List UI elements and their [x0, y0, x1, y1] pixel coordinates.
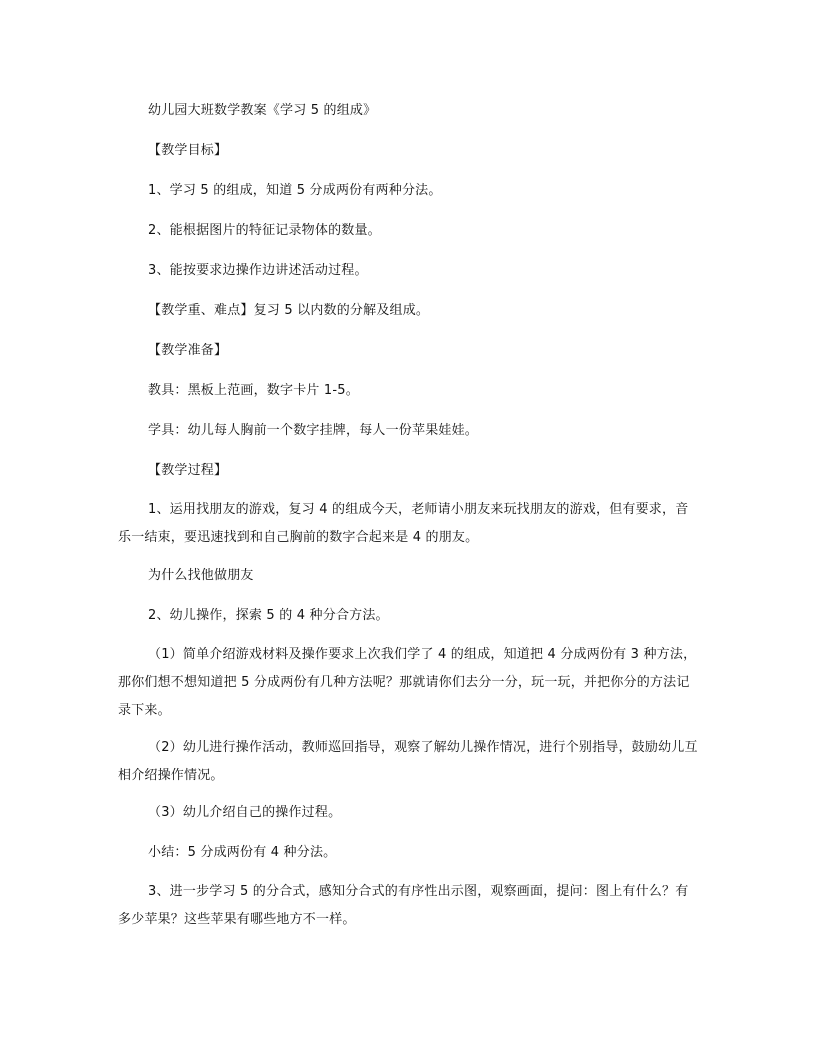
paragraph-process-3: 3、进一步学习 5 的分合式，感知分合式的有序性出示图，观察画面，提问：图上有什么？有多少苹果？这些苹果有哪些地方不一样。: [118, 884, 689, 927]
paragraph-teaching-aids: 教具：黑板上范画，数字卡片 1-5。: [148, 383, 359, 398]
paragraph-summary: 小结：5 分成两份有 4 种分法。: [148, 845, 337, 860]
paragraph-step-3: （3）幼儿介绍自己的操作过程。: [148, 805, 342, 820]
section-heading-preparation: 【教学准备】: [148, 343, 228, 358]
paragraph-process-2: 2、幼儿操作，探索 5 的 4 种分合方法。: [148, 608, 389, 623]
section-heading-process: 【教学过程】: [148, 463, 228, 478]
paragraph-learning-aids: 学具：幼儿每人胸前一个数字挂牌，每人一份苹果娃娃。: [148, 423, 479, 438]
section-key-points: 【教学重、难点】复习 5 以内数的分解及组成。: [148, 303, 430, 318]
paragraph-step-2: （2）幼儿进行操作活动，教师巡回指导，观察了解幼儿操作情况，进行个别指导，鼓励幼儿互相介绍操作情况。: [118, 740, 698, 783]
paragraph-objective-3: 3、能按要求边操作边讲述活动过程。: [148, 263, 368, 278]
paragraph-objective-1: 1、学习 5 的组成，知道 5 分成两份有两种分法。: [148, 183, 442, 198]
paragraph-objective-2: 2、能根据图片的特征记录物体的数量。: [148, 223, 381, 238]
document-title: 幼儿园大班数学教案《学习 5 的组成》: [148, 103, 377, 118]
paragraph-process-1: 1、运用找朋友的游戏，复习 4 的组成今天，老师请小朋友来玩找朋友的游戏，但有要求，音乐一结束，要迅速找到和自己胸前的数字合起来是 4 的朋友。: [118, 502, 689, 545]
paragraph-step-1: （1）简单介绍游戏材料及操作要求上次我们学了 4 的组成，知道把 4 分成两份有 3 种方法，那你们想不想知道把 5 分成两份有几种方法呢？那就请你们去分一分，玩一玩，并把你分的方法记录下来。: [118, 647, 697, 718]
paragraph-why-friend: 为什么找他做朋友: [148, 568, 254, 583]
section-heading-objectives: 【教学目标】: [148, 143, 228, 158]
